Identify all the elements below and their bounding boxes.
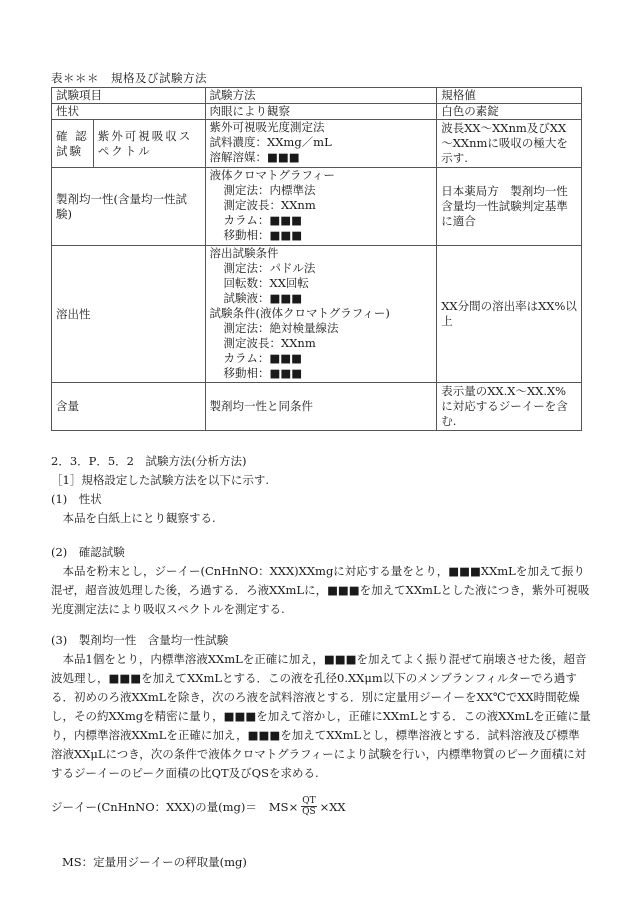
table-caption: 表＊＊＊ 規格及び試験方法 — [51, 71, 207, 85]
method-line: 回転数：XX回転 — [223, 276, 309, 290]
method-line: 試験液：■■■ — [223, 291, 303, 305]
assay-formula — [51, 796, 346, 817]
method-line: 試料濃度：XXmg／mL — [209, 135, 332, 149]
cell-method — [205, 246, 437, 383]
section-uniformity — [51, 631, 591, 783]
section-heading: 2．3．P．5．2 試験方法(分析方法) — [51, 454, 247, 468]
header-spec-value: 規格値 — [437, 88, 582, 104]
header-test-item: 試験項目 — [52, 88, 206, 104]
method-line: 測定法：内標準法 — [223, 183, 316, 197]
formula-fraction — [301, 796, 316, 817]
method-line: カラム：■■■ — [223, 351, 303, 365]
formula-factor: ×XX — [319, 799, 346, 814]
cell-item: 性状 — [52, 104, 206, 120]
method-line: 測定波長：XXnm — [223, 198, 316, 212]
formula-ms: MS — [268, 799, 289, 814]
table-header-row — [52, 88, 582, 104]
method-line: 試験条件(液体クロマトグラフィー) — [209, 306, 390, 320]
cell-method: 製剤均一性と同条件 — [205, 383, 437, 431]
cell-item: 溶出性 — [52, 246, 206, 383]
method-line: 測定法：パドル法 — [223, 261, 316, 275]
section-intro: ［1］規格設定した試験方法を以下に示す. — [51, 473, 269, 487]
method-line: 液体クロマトグラフィー — [209, 168, 335, 182]
method-line: 溶出試験条件 — [209, 246, 279, 260]
cell-item: 含量 — [52, 383, 206, 431]
method-line: 移動相：■■■ — [223, 228, 303, 242]
subsection-text-uniformity: 本品1個をとり，内標準溶液XXmLを正確に加え，■■■を加えてよく振り混ぜて崩壊させた後，超音波処理し，■■■を加えてXXmLとする．この液を孔径0.XXμm以下のメンブランフィルターでろ過する．初めのろ液XXmLを除き，次のろ液を試料溶液とする．別に定量用ジーイーをXX℃でXX時間乾燥し，その約XXmgを精密に量り，■■■を加えて溶かし，正確にXXmLとする．この液XXmLを正確に量り，内標準溶液XXmLを正確に加え，■■■を加えてXXmLとし，標準溶液とする．試料溶液及び標準溶液XXμLにつき，次の条件で液体クロマトグラフィーにより試験を行い，内標準物質のピーク面積に対するジーイーのピーク面積の比QT及びQSを求める. — [51, 652, 591, 780]
table-row-identification — [52, 120, 582, 168]
cell-method: 肉眼により観察 — [205, 104, 437, 120]
cell-group: 確 認 試験 — [52, 120, 94, 168]
ms-definition: MS：定量用ジーイーの秤取量(mg) — [62, 855, 247, 869]
method-line: 測定波長：XXnm — [223, 336, 316, 350]
section-identification — [51, 543, 591, 619]
cell-item: 紫外可視吸収スペクトル — [93, 120, 205, 168]
cell-method — [205, 120, 437, 168]
formula-lhs: ジーイー(CnHnNO：XXX)の量(mg)＝ — [51, 799, 257, 814]
method-line: カラム：■■■ — [223, 213, 303, 227]
method-line: 紫外可視吸光度測定法 — [209, 120, 325, 134]
subsection-title-identification: (2) 確認試験 — [51, 545, 125, 559]
formula-numerator: QT — [302, 796, 316, 806]
method-line: 測定法：絶対検量線法 — [223, 321, 339, 335]
cell-item: 製剤均一性(含量均一性試験) — [52, 168, 206, 246]
table-row-uniformity — [52, 168, 582, 246]
cell-method — [205, 168, 437, 246]
method-line: 移動相：■■■ — [223, 366, 303, 380]
cell-spec: 白色の素錠 — [437, 104, 582, 120]
cell-spec: XX分間の溶出率はXX%以上 — [437, 246, 582, 383]
cell-spec: 日本薬局方 製剤均一性 含量均一性試験判定基準に適合 — [437, 168, 582, 246]
method-line: 溶解溶媒：■■■ — [209, 150, 300, 164]
formula-denominator: QS — [302, 807, 316, 817]
cell-spec: 波長XX～XXnm及びXX～XXnmに吸収の極大を示す. — [437, 120, 582, 168]
table-row-assay — [52, 383, 582, 431]
table-row-appearance — [52, 104, 582, 120]
section-analysis-methods — [51, 452, 591, 528]
table-row-dissolution — [52, 246, 582, 383]
spec-table — [51, 87, 582, 431]
cell-spec: 表示量のXX.X～XX.X%に対応するジーイーを含む. — [437, 383, 582, 431]
subsection-title-uniformity: (3) 製剤均一性 含量均一性試験 — [51, 633, 229, 647]
subsection-text-appearance: 本品を白紙上にとり観察する. — [62, 511, 216, 525]
header-test-method: 試験方法 — [205, 88, 437, 104]
subsection-text-identification: 本品を粉末とし，ジーイー(CnHnNO：XXX)XXmgに対応する量をとり，■■■XXmLを加えて振り混ぜ，超音波処理した後，ろ過する．ろ液XXmLに，■■■を加えてXXmLとした液につき，紫外可視吸光度測定法により吸収スペクトルを測定する. — [51, 564, 590, 616]
formula-times: × — [288, 799, 299, 814]
subsection-title-appearance: (1) 性状 — [51, 492, 102, 506]
